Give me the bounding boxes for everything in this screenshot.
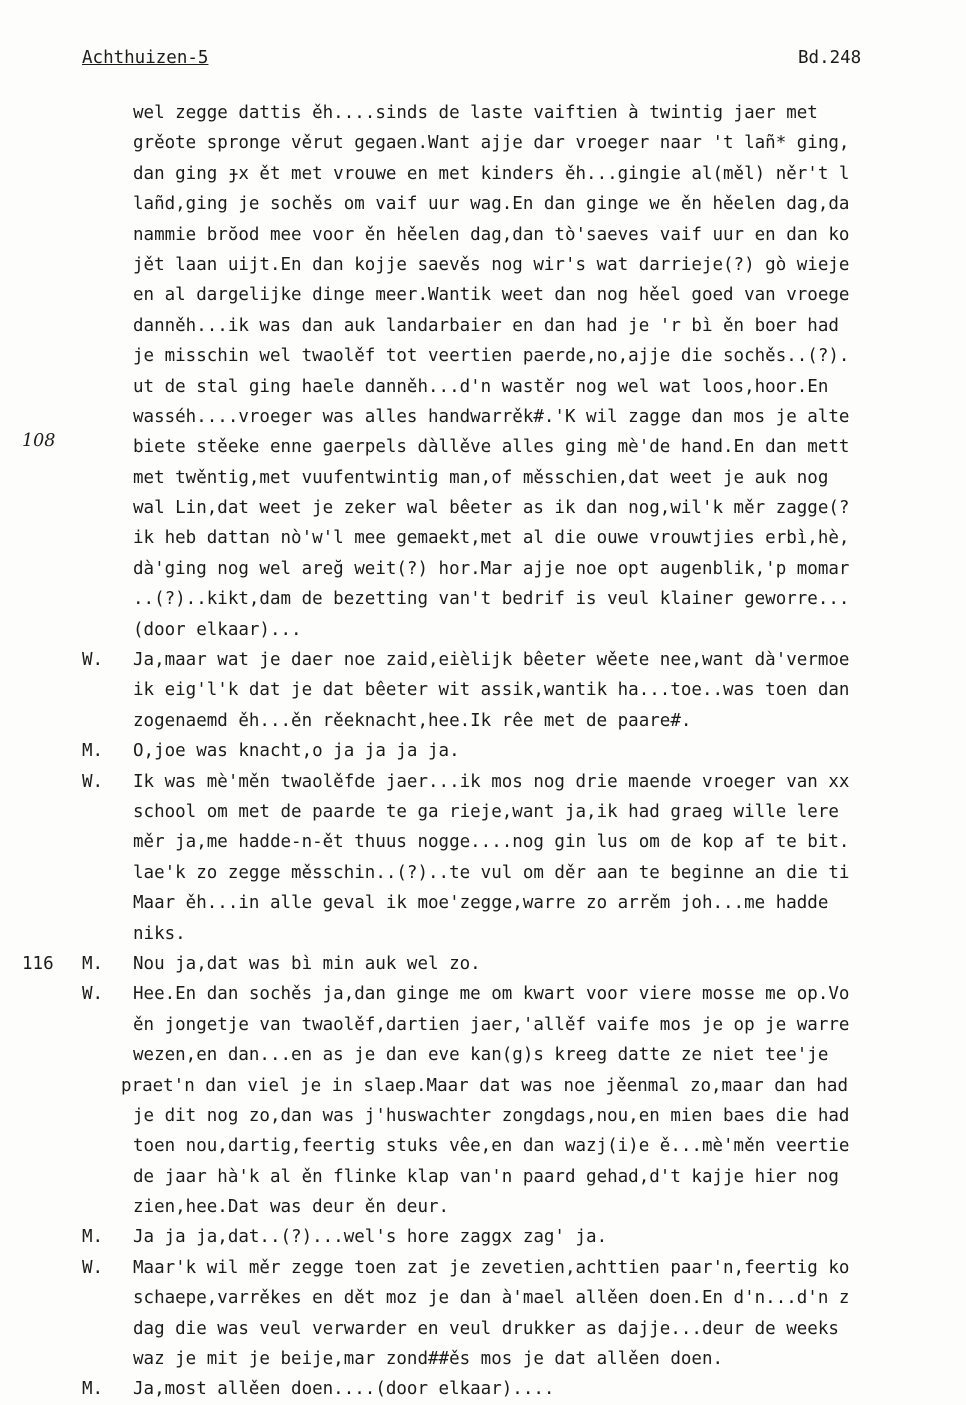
line-text: praet'n dan viel je in slaep.Maar dat was noe jěenmal zo,maar dan had	[121, 1075, 848, 1096]
transcript-line	[0, 341, 966, 371]
line-text: lañd,ging je sochěs om vaif uur wag.En dan ginge we ěn hěelen dag,da	[133, 194, 850, 215]
line-text: Ja ja ja,dat..(?)...wel's hore zaggx zag' ja.	[133, 1227, 608, 1248]
line-number: 116	[22, 953, 54, 974]
transcript-line	[0, 432, 966, 462]
line-text: ik heb dattan nò'w'l mee gemaekt,met al die ouwe vrouwtjies erbì,hè,	[133, 528, 850, 549]
transcript-line	[0, 1253, 966, 1283]
transcript-line	[0, 402, 966, 432]
line-text: O,joe was knacht,o ja ja ja ja.	[133, 741, 460, 762]
transcript-line	[0, 979, 966, 1009]
transcript-line	[0, 159, 966, 189]
line-text: Ja,most allěen doen....(door elkaar)....	[133, 1379, 555, 1400]
line-text: ěn jongetje van twaolěf,dartien jaer,'allěf vaife mos je op je warre	[133, 1014, 850, 1035]
transcript-line	[0, 767, 966, 797]
line-text: de jaar hà'k al ěn flinke klap van'n paard gehad,d't kajje hier nog	[133, 1166, 839, 1187]
speaker-label: M.	[82, 953, 104, 974]
line-text: je dit nog zo,dan was j'huswachter zongdags,nou,en mien baes die had	[133, 1105, 850, 1126]
speaker-label: M.	[82, 741, 104, 762]
transcript-line	[0, 493, 966, 523]
transcript-line	[0, 736, 966, 766]
transcript-line	[0, 463, 966, 493]
line-text: Hee.En dan sochěs ja,dan ginge me om kwart voor viere mosse me op.Vo	[133, 984, 850, 1005]
line-text: dan ging ɟx ět met vrouwe en met kinders ěh...gingie al(měl) něr't l	[133, 163, 850, 184]
line-text: schaepe,varrěkes en dět moz je dan à'mael allěen doen.En d'n...d'n z	[133, 1288, 850, 1309]
page-reference: Bd.248	[798, 48, 862, 68]
margin-note: 108	[22, 432, 56, 452]
transcript-line	[0, 645, 966, 675]
line-text: grěote spronge věrut gegaen.Want ajje dar vroeger naar 't lañ* ging,	[133, 133, 850, 154]
line-text: jět laan uijt.En dan kojje saevěs nog wir's wat darrieje(?) gò wieje	[133, 254, 850, 275]
line-text: toen nou,dartig,feertig stuks vêe,en dan wazj(i)e ě...mè'měn veertie	[133, 1136, 850, 1157]
line-text: zogenaemd ěh...ěn rěeknacht,hee.Ik rêe met de paare#.	[133, 710, 692, 731]
transcript-line	[0, 98, 966, 128]
line-text: zien,hee.Dat was deur ěn deur.	[133, 1197, 450, 1218]
line-text: niks.	[133, 923, 186, 944]
transcript-line	[0, 250, 966, 280]
transcript-line	[0, 1314, 966, 1344]
transcript-line	[0, 311, 966, 341]
transcript-line	[0, 189, 966, 219]
transcript-line	[0, 1162, 966, 1192]
transcript-line	[0, 584, 966, 614]
transcript-line	[0, 1010, 966, 1040]
speaker-label: W.	[82, 650, 104, 671]
transcript-line	[0, 888, 966, 918]
line-text: Ik was mè'měn twaolěfde jaer...ik mos nog drie maende vroeger van xx	[133, 771, 850, 792]
line-text: Ja,maar wat je daer noe zaid,eièlijk bêeter wěete nee,want dà'vermoe	[133, 650, 850, 671]
line-text: met twěntig,met vuufentwintig man,of měsschien,dat weet je auk nog	[133, 467, 829, 488]
line-text: ..(?)..kikt,dam de bezetting van't bedrif is veul klainer geworre...	[133, 589, 850, 610]
line-text: dag die was veul verwarder en veul drukker as dajje...deur de weeks	[133, 1318, 839, 1339]
line-text: wel zegge dattis ěh....sinds de laste vaiftien à twintig jaer met	[133, 103, 818, 123]
transcript-line	[0, 1192, 966, 1222]
transcript-line	[0, 706, 966, 736]
speaker-label: M.	[82, 1379, 104, 1400]
line-text: lae'k zo zegge měsschin..(?)..te vul om děr aan te beginne an die ti	[133, 862, 850, 883]
speaker-label: W.	[82, 1257, 104, 1278]
transcript-line	[0, 523, 966, 553]
document-title: Achthuizen-5	[82, 48, 209, 68]
transcript-line	[0, 1283, 966, 1313]
transcript-line	[0, 128, 966, 158]
line-text: měr ja,me hadde-n-ět thuus nogge....nog gin lus om de kop af te bit.	[133, 832, 850, 853]
transcript-line	[0, 858, 966, 888]
line-text: dà'ging nog wel areğ weit(?) hor.Mar ajje noe opt augenblik,'p momar	[133, 558, 850, 579]
transcript-line	[0, 372, 966, 402]
line-text: en al dargelijke dinge meer.Wantik weet dan nog hěel goed van vroege	[133, 285, 850, 306]
line-text: danněh...ik was dan auk landarbaier en dan had je 'r bì ěn boer had	[133, 315, 839, 336]
transcript-line	[0, 949, 966, 979]
line-text: ut de stal ging haele danněh...d'n wastěr nog wel wat loos,hoor.En	[133, 376, 829, 397]
transcript-line	[0, 1344, 966, 1374]
line-text: wal Lin,dat weet je zeker wal bêeter as ik dan nog,wil'k měr zagge(?	[133, 498, 850, 519]
line-text: Maar'k wil měr zegge toen zat je zevetien,achttien paar'n,feertig ko	[133, 1257, 850, 1278]
transcript-line	[0, 675, 966, 705]
line-text: biete stěeke enne gaerpels dàllěve alles ging mè'de hand.En dan mett	[133, 437, 850, 458]
transcript-line	[0, 554, 966, 584]
speaker-label: W.	[82, 984, 104, 1005]
line-text: nammie brŏod mee voor ěn hěelen dag,dan tò'saeves vaif uur en dan ko	[133, 224, 850, 245]
line-text: ik eig'l'k dat je dat bêeter wit assik,wantik ha...toe..was toen dan	[133, 680, 850, 701]
line-text: Maar ěh...in alle geval ik moe'zegge,warre zo arrěm joh...me hadde	[133, 893, 829, 914]
line-text: (door elkaar)...	[133, 619, 302, 640]
transcript-line	[0, 220, 966, 250]
transcript-line	[0, 797, 966, 827]
transcript-line	[0, 615, 966, 645]
line-text: Nou ja,dat was bì min auk wel zo.	[133, 953, 481, 974]
speaker-label: M.	[82, 1227, 104, 1248]
line-text: je misschin wel twaolěf tot veertien paerde,no,ajje die sochěs..(?).	[133, 346, 850, 367]
transcript-line	[0, 1071, 966, 1101]
transcript-line	[0, 919, 966, 949]
transcript-line	[0, 280, 966, 310]
line-text: wezen,en dan...en as je dan eve kan(g)s kreeg datte ze niet tee'je	[133, 1045, 829, 1066]
line-text: wasséh....vroeger was alles handwarrěk#.'K wil zagge dan mos je alte	[133, 406, 850, 427]
transcript-line	[0, 1101, 966, 1131]
transcript-line	[0, 1222, 966, 1252]
line-text: school om met de paarde te ga rieje,want ja,ik had graeg wille lere	[133, 801, 839, 822]
line-text: waz je mit je beije,mar zond##ěs mos je dat allěen doen.	[133, 1349, 724, 1370]
transcript-line	[0, 1131, 966, 1161]
page-header	[82, 48, 966, 72]
speaker-label: W.	[82, 771, 104, 792]
transcript-body	[0, 98, 966, 1405]
transcript-line	[0, 1040, 966, 1070]
transcript-line	[0, 827, 966, 857]
